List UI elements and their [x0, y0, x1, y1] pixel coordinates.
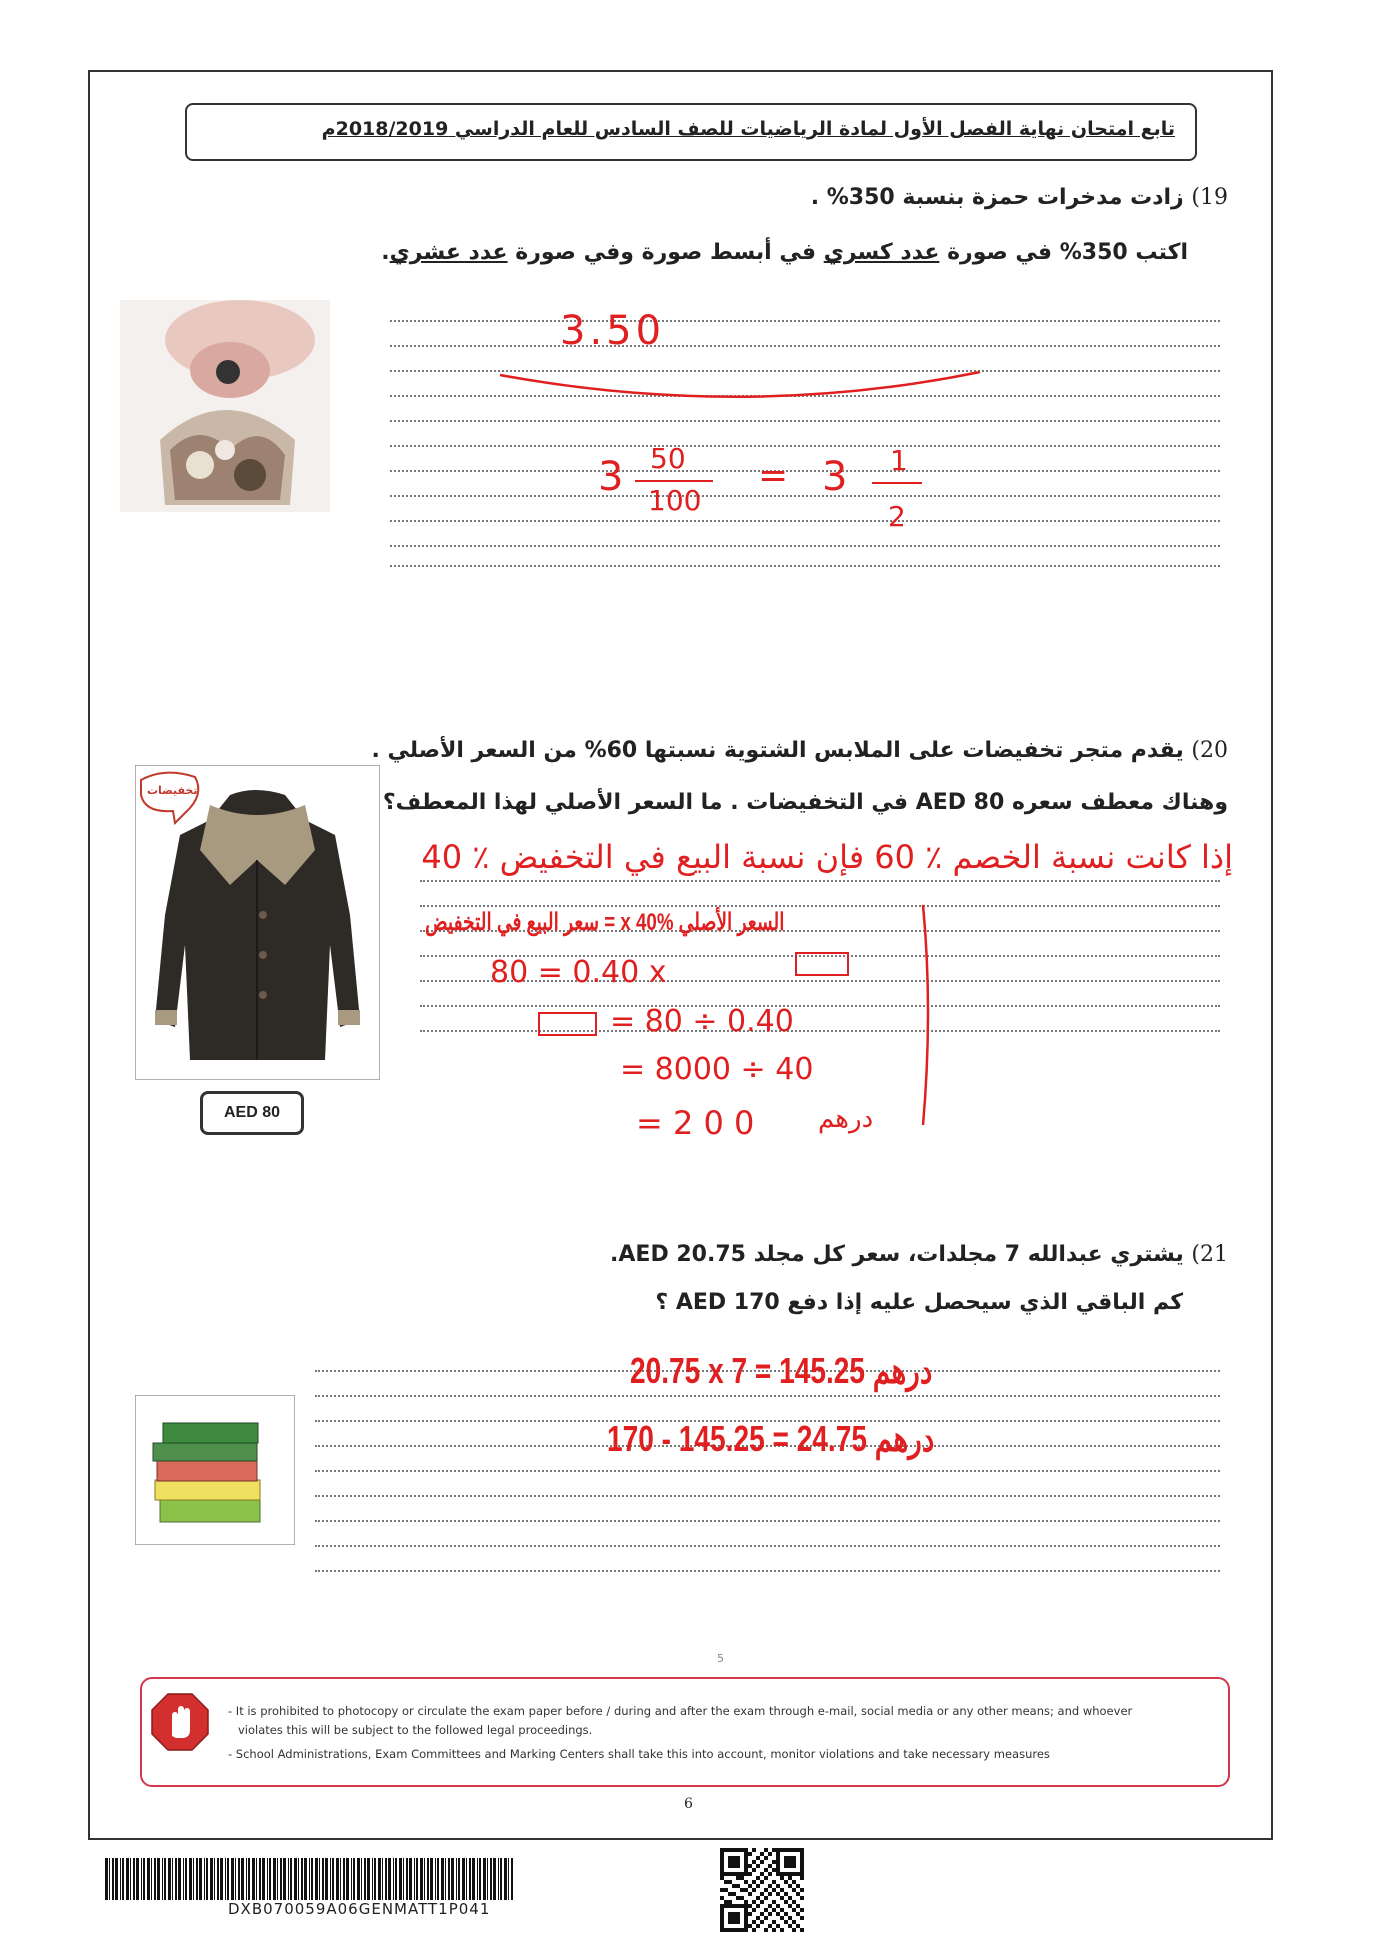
q19-hw-simple-num: 1 [890, 444, 908, 477]
q19-line2 [381, 240, 1188, 265]
q21-calc2-unit: درهم [874, 1418, 935, 1459]
price-tag-text: AED 80 [223, 1104, 281, 1121]
q21-text2: كم الباقي الذي سيحصل عليه إذا دفع AED 170 ؟ [655, 1290, 1183, 1315]
q20-number: 20) [1191, 738, 1228, 763]
q19-text-a: اكتب 350% في صورة [939, 240, 1188, 265]
q21-calc1: 20.75 x 7 = 145.25 [630, 1350, 865, 1391]
q20-hw-box1 [795, 952, 849, 976]
q20-text1: يقدم متجر تخفيضات على الملابس الشتوية نسبتها 60% من السعر الأصلي . [371, 738, 1184, 763]
sale-badge-label: تخفيضات [147, 784, 198, 797]
q19-line1 [811, 185, 1228, 210]
exam-header [185, 103, 1197, 161]
q21-calc2-row [607, 1418, 934, 1460]
page-number: 6 [684, 1796, 693, 1812]
q19-hw-bar [635, 480, 713, 482]
q20-hw-box2 [538, 1012, 597, 1036]
q19-hw-num: 50 [650, 442, 686, 475]
q20-hw-step2: = 80 ÷ 0.40 [610, 1004, 794, 1039]
q20-hw-step3: = 8000 ÷ 40 [620, 1052, 814, 1087]
q21-calc2: 170 - 145.25 = 24.75 [607, 1418, 867, 1459]
piggy-bank-image [120, 300, 330, 512]
coat-image [135, 765, 380, 1080]
price-tag [200, 1091, 304, 1135]
q19-hw-whole: 3 [598, 454, 624, 500]
q20-line2 [383, 790, 1228, 815]
q21-text1: يشتري عبدالله 7 مجلدات، سعر كل مجلد AED 20.75. [610, 1242, 1184, 1267]
q19-text-c: في أبسط صورة وفي صورة [507, 240, 824, 265]
q19-number: 19) [1191, 185, 1228, 210]
q20-hw-unit: درهم [818, 1104, 874, 1134]
footer-line3: - School Administrations, Exam Committees and Marking Centers shall take this into account, monitor violations and take necessary measures [228, 1747, 1050, 1761]
books-image [135, 1395, 295, 1545]
q19-hw-simple-den: 2 [888, 500, 906, 533]
q20-hw-formula: السعر الأصلي x 40% = سعر البيع في التخفيض [425, 909, 785, 936]
q21-line2 [655, 1290, 1183, 1315]
q19-mixed-number: عدد كسري [823, 240, 940, 265]
q19-text-e: . [381, 240, 390, 265]
q20-hw-step1: 80 = 0.40 x [490, 955, 667, 990]
q20-hw-bracket [915, 900, 945, 1130]
q19-hw-den: 100 [648, 484, 702, 517]
q21-calc1-row [630, 1350, 932, 1392]
small-mark: 5 [717, 1652, 724, 1665]
q19-hw-simple-bar [872, 482, 922, 484]
q21-calc1-unit: درهم [872, 1350, 933, 1391]
q19-decimal-number: عدد عشري [389, 240, 508, 265]
footer-line1: - It is prohibited to photocopy or circulate the exam paper before / during and after the exam through e-mail, social media or any other means; and whoever [228, 1704, 1133, 1718]
q19-hw-decimal: 3.50 [560, 308, 666, 354]
q21-line1 [610, 1242, 1228, 1267]
q19-text: زادت مدخرات حمزة بنسبة 350% . [810, 185, 1184, 210]
q19-hw-eq: = [758, 455, 789, 496]
qr-code-icon [720, 1848, 804, 1932]
q20-hw-line1: إذا كانت نسبة الخصم ٪ 60 فإن نسبة البيع في التخفيض ٪ 40 [421, 838, 1233, 876]
q19-hw-curve [495, 360, 985, 410]
q20-hw-step4: = 2 0 0 [636, 1104, 755, 1142]
barcode-icon [105, 1858, 515, 1900]
footer-line2: violates this will be subject to the followed legal proceedings. [238, 1723, 593, 1737]
q19-hw-simple-whole: 3 [822, 454, 848, 500]
barcode-text: DXB070059A06GENMATT1P041 [228, 1900, 491, 1918]
q20-text2: وهناك معطف سعره AED 80 في التخفيضات . ما السعر الأصلي لهذا المعطف؟ [382, 790, 1228, 815]
q20-line1 [371, 738, 1228, 763]
q21-number: 21) [1191, 1242, 1228, 1267]
stop-hand-icon [150, 1692, 210, 1752]
header-title: تابع امتحان نهاية الفصل الأول لمادة الرياضيات للصف السادس للعام الدراسي 2018/2019م [321, 118, 1175, 140]
